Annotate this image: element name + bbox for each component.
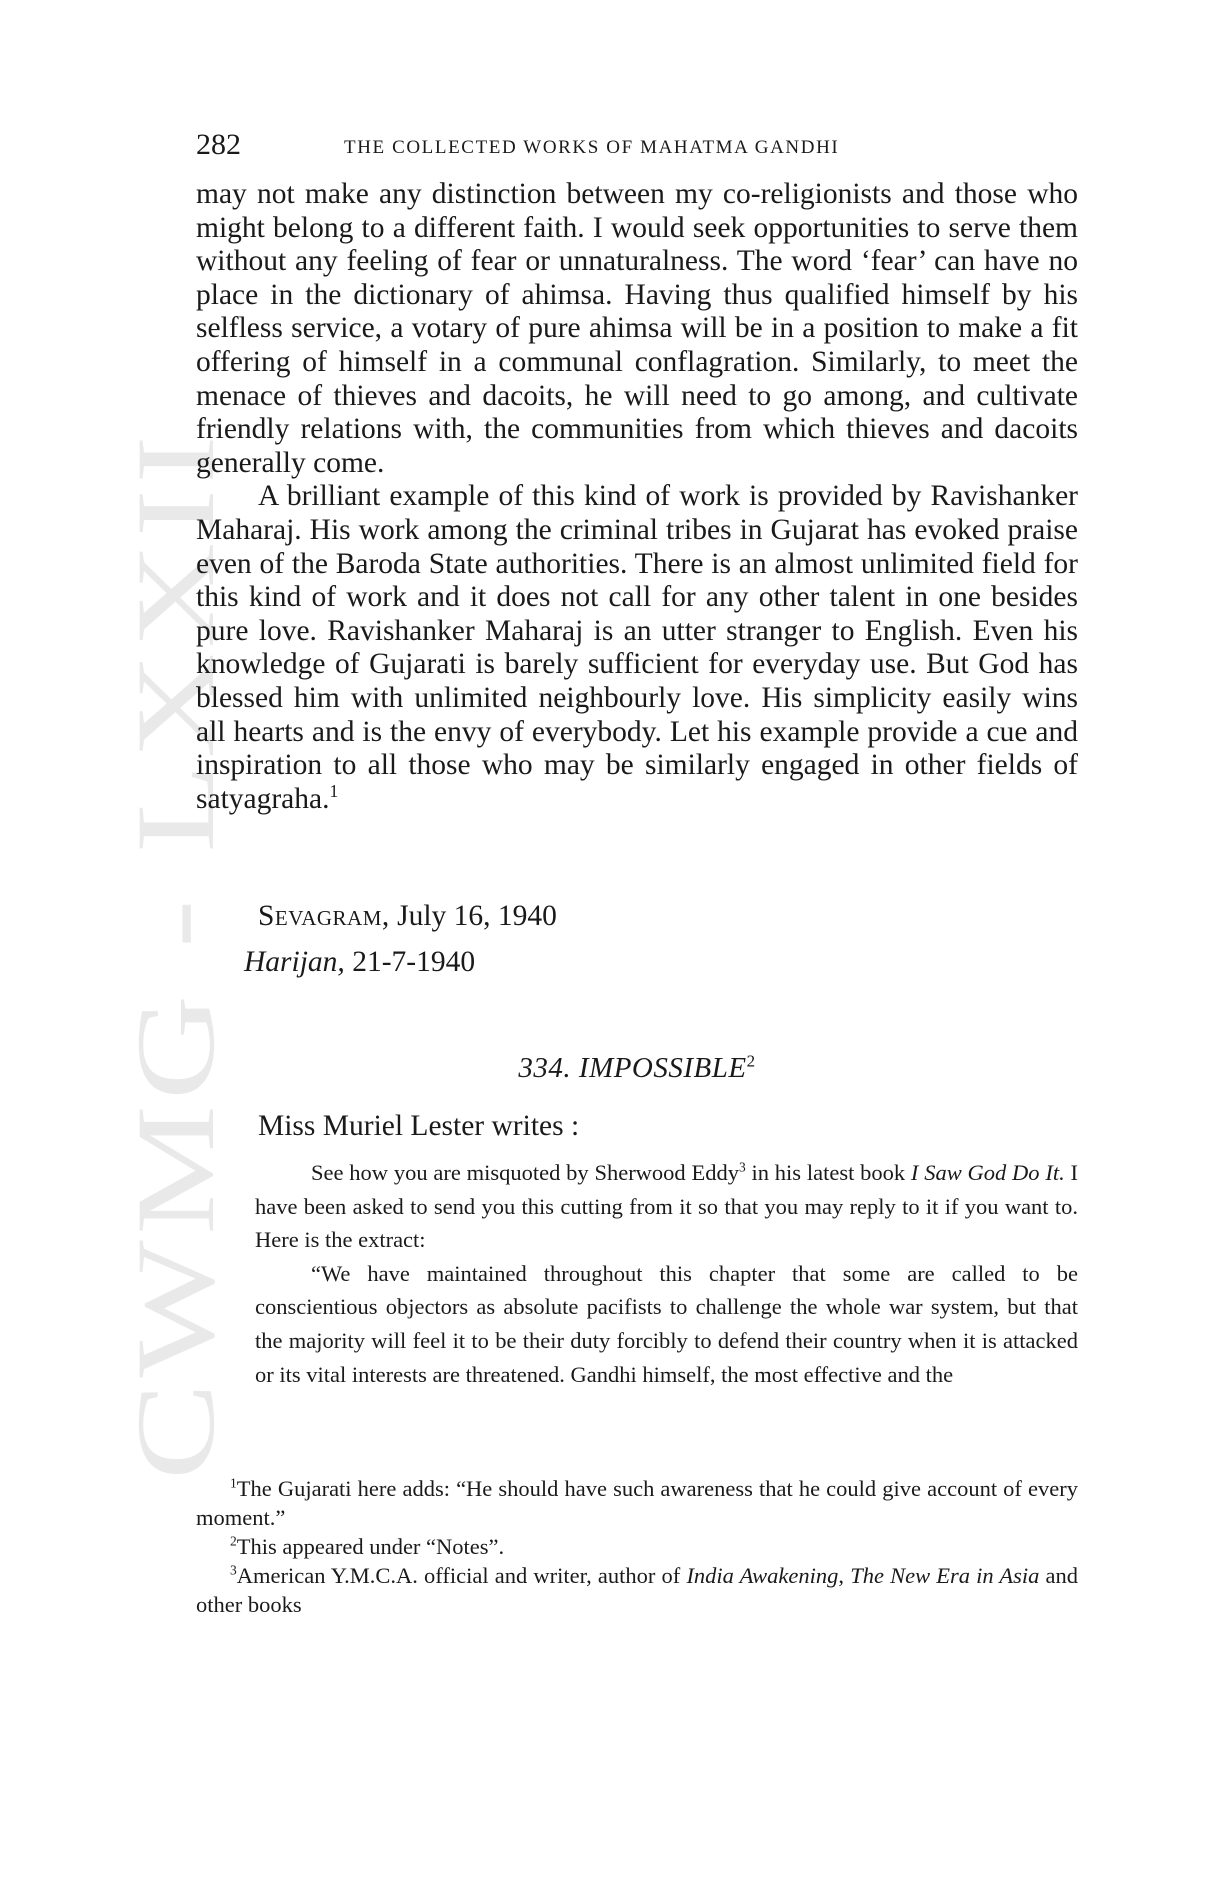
letter-quote [255,1156,1078,1391]
footnote-2 [196,1532,1078,1561]
dateline [258,900,557,933]
quote-paragraph-1 [255,1156,1078,1257]
footnote-ref-3: 3 [738,1159,746,1175]
quote-paragraph-2: “We have maintained throughout this chapter that some are called to be conscientious objectors as absolute pacifists to challenge the whole war system, but that the majority will feel it to be their duty forcibly to defend their country when it is attacked or its vital interests are threatened. Gandhi himself, the most effective and the [255,1260,1078,1387]
paragraph-2-text: A brilliant example of this kind of work is provided by Ravishanker Maharaj. His work among the criminal tribes in Gujarat has evoked praise even of the Baroda State authorities. There is an almost unlimited field for this kind of work and it does not call for any other talent in one besides pure love. Ravishanker Maharaj is an utter stranger to English. Even his knowledge of Gujarati is barely sufficient for everyday use. But God has blessed him with unlimited neighbourly love. His simplicity easily wins all hearts and is the envy of everybody. Let his example provide a cue and inspiration to all those who may be similarly engaged in other fields of satyagraha. [196,480,1078,815]
quote-text: I have been asked to send you this cutting from it so that you may reply to it if you want to. Here is the extract: [255,1160,1078,1253]
footnote-text: and other books [196,1563,1078,1617]
source-date: 21-7-1940 [344,946,476,978]
book-title: The New Era in Asia [850,1563,1040,1588]
footnote-3 [196,1561,1078,1619]
section-title: IMPOSSIBLE [578,1052,747,1084]
footnote-ref-2: 2 [746,1051,756,1071]
footnote-mark: 1 [230,1475,237,1491]
footnote-ref-1: 1 [329,780,339,801]
section-number: 334. [518,1052,572,1084]
page-number: 282 [196,128,241,161]
footnote-mark: 2 [230,1533,237,1549]
source-citation [244,946,475,979]
paragraph-1: may not make any distinction between my co-religionists and those who might belong to a different faith. I would seek opportunities to serve them without any feeling of fear or unnaturalness. The word ‘fear’ can have no place in the dictionary of ahimsa. Having thus qualified himself by his selfless service, a votary of pure ahimsa will be in a position to make a fit offering of himself in a communal conflagration. Similarly, to meet the menace of thieves and dacoits, he will need to go among, and cultivate friendly relations with, the communities from which thieves and dacoits generally come. [196,178,1078,479]
footnote-text: American Y.M.C.A. official and writer, author of [236,1563,687,1588]
footnote-text: This appeared under “Notes”. [236,1534,505,1559]
quote-text: See how you are misquoted by Sherwood Eddy [311,1160,739,1185]
page-header [196,128,1078,168]
footnote-mark: 3 [230,1562,237,1578]
source-journal: Harijan, [244,946,345,978]
running-title: THE COLLECTED WORKS OF MAHATMA GANDHI [344,137,840,158]
footnote-1 [196,1474,1078,1532]
paragraph-2 [196,480,1078,816]
footnotes [196,1474,1078,1619]
quote-text: in his latest book [745,1160,911,1185]
section-heading [196,1052,1078,1085]
watermark-text: CWMG LXXII [118,673,228,1480]
intro-line: Miss Muriel Lester writes : [258,1110,580,1142]
dateline-date: July 16, 1940 [389,900,557,932]
footnote-text: The Gujarati here adds: “He should have such awareness that he could give account of every moment.” [196,1476,1078,1530]
book-title: India Awakening [686,1563,839,1588]
main-text [196,178,1078,816]
dateline-place: Sevagram, [258,900,390,932]
footnote-text: , [838,1563,851,1588]
book-title: I Saw God Do It. [910,1160,1065,1185]
